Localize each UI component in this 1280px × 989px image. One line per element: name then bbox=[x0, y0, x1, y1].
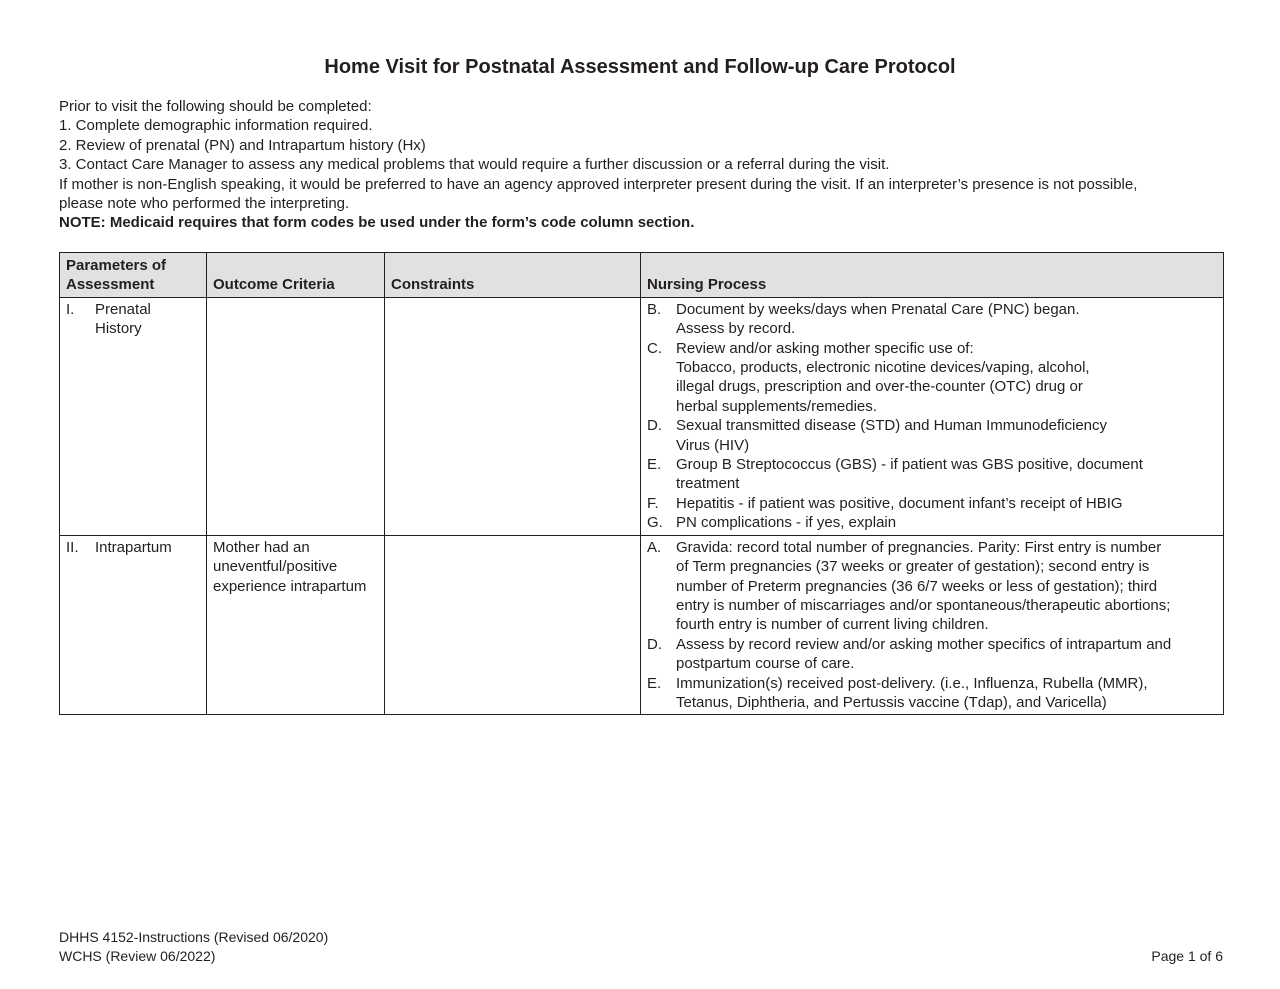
nursing-item bbox=[647, 513, 1217, 532]
parameter-item bbox=[66, 538, 200, 557]
table-row bbox=[60, 297, 1224, 535]
nursing-line: Gravida: record total number of pregnancies. Parity: First entry is number bbox=[676, 538, 1162, 556]
intro-line: Prior to visit the following should be completed: bbox=[59, 98, 372, 115]
intro-instructions bbox=[59, 97, 1239, 233]
intro-line: 3. Contact Care Manager to assess any medical problems that would require a further discussion or a referral during the visit. bbox=[59, 156, 890, 174]
nursing-item-label: B. bbox=[647, 300, 662, 318]
nursing-item-label: D. bbox=[647, 417, 662, 435]
parameter-item bbox=[66, 300, 200, 339]
nursing-item bbox=[647, 538, 1217, 635]
nursing-line: Tetanus, Diphtheria, and Pertussis vaccine (Tdap), and Varicella) bbox=[676, 694, 1107, 712]
table-row bbox=[60, 535, 1224, 714]
nursing-line: Hepatitis - if patient was positive, document infant’s receipt of HBIG bbox=[676, 494, 1123, 512]
nursing-line: postpartum course of care. bbox=[676, 655, 855, 673]
nursing-line: treatment bbox=[676, 475, 740, 493]
nursing-line: Assess by record. bbox=[676, 320, 796, 338]
nursing-line: Assess by record review and/or asking mother specifics of intrapartum and bbox=[676, 635, 1172, 653]
nursing-item-text bbox=[676, 674, 1217, 713]
intro-line: 1. Complete demographic information required. bbox=[59, 117, 373, 135]
cell-outcome bbox=[207, 297, 385, 535]
nursing-item-text bbox=[676, 416, 1217, 455]
intro-line: please note who performed the interpreting. bbox=[59, 195, 350, 213]
nursing-line: herbal supplements/remedies. bbox=[676, 397, 877, 415]
nursing-line: number of Preterm pregnancies (36 6/7 weeks or less of gestation); third bbox=[676, 577, 1158, 595]
intro-line: 2. Review of prenatal (PN) and Intrapartum history (Hx) bbox=[59, 136, 426, 154]
nursing-line: Virus (HIV) bbox=[676, 436, 750, 454]
nursing-line: PN complications - if yes, explain bbox=[676, 514, 897, 532]
cell-parameter bbox=[60, 297, 207, 535]
nursing-item-label: G. bbox=[647, 514, 663, 532]
parameter-roman: I. bbox=[66, 300, 75, 318]
parameter-line: History bbox=[95, 320, 142, 338]
nursing-item bbox=[647, 674, 1217, 713]
parameter-roman: II. bbox=[66, 538, 79, 556]
header-parameters-of-assessment bbox=[60, 253, 207, 298]
nursing-item bbox=[647, 416, 1217, 455]
outcome-line: Mother had an bbox=[213, 538, 310, 556]
nursing-item-label: F. bbox=[647, 494, 659, 512]
nursing-item-text bbox=[676, 635, 1217, 674]
cell-nursing-process bbox=[641, 297, 1224, 535]
header-nursing-process: Nursing Process bbox=[641, 253, 1224, 298]
nursing-line: fourth entry is number of current living children. bbox=[676, 616, 989, 634]
nursing-item-text bbox=[676, 339, 1217, 417]
footer-review: WCHS (Review 06/2022) bbox=[59, 948, 216, 964]
footer-form-id: DHHS 4152-Instructions (Revised 06/2020) bbox=[59, 929, 329, 945]
nursing-item-label: E. bbox=[647, 674, 662, 692]
footer-form-info bbox=[59, 928, 328, 966]
cell-constraints bbox=[385, 297, 641, 535]
intro-line: If mother is non-English speaking, it would be preferred to have an agency approved interpreter present during the visit. If an interpreter’s presence is not possible, bbox=[59, 175, 1138, 193]
table-header-row bbox=[60, 253, 1224, 298]
nursing-line: Tobacco, products, electronic nicotine devices/vaping, alcohol, bbox=[676, 359, 1090, 377]
outcome-text bbox=[213, 538, 378, 596]
nursing-item bbox=[647, 455, 1217, 494]
nursing-line: of Term pregnancies (37 weeks or greater of gestation); second entry is bbox=[676, 558, 1150, 576]
parameter-text bbox=[95, 538, 200, 557]
nursing-item bbox=[647, 339, 1217, 417]
header-text: Parameters of bbox=[66, 257, 167, 274]
nursing-line: Sexual transmitted disease (STD) and Human Immunodeficiency bbox=[676, 417, 1108, 435]
cell-constraints bbox=[385, 535, 641, 714]
header-text: Assessment bbox=[66, 276, 155, 294]
nursing-item-text bbox=[676, 538, 1217, 635]
cell-parameter bbox=[60, 535, 207, 714]
page-number: Page 1 of 6 bbox=[1151, 948, 1223, 964]
nursing-line: Immunization(s) received post-delivery. (i.e., Influenza, Rubella (MMR), bbox=[676, 674, 1148, 692]
nursing-item-label: A. bbox=[647, 538, 662, 556]
protocol-table bbox=[59, 252, 1224, 715]
nursing-item-text bbox=[676, 300, 1217, 339]
nursing-item-label: D. bbox=[647, 635, 662, 653]
medicaid-note: NOTE: Medicaid requires that form codes be used under the form’s code column section. bbox=[59, 214, 695, 232]
header-outcome-criteria: Outcome Criteria bbox=[207, 253, 385, 298]
cell-outcome bbox=[207, 535, 385, 714]
header-constraints: Constraints bbox=[385, 253, 641, 298]
page-title: Home Visit for Postnatal Assessment and Follow-up Care Protocol bbox=[324, 56, 956, 78]
nursing-line: Document by weeks/days when Prenatal Care (PNC) began. bbox=[676, 300, 1080, 318]
parameter-text bbox=[95, 300, 200, 339]
nursing-item bbox=[647, 635, 1217, 674]
nursing-item-label: E. bbox=[647, 456, 662, 474]
nursing-item-text bbox=[676, 455, 1217, 494]
nursing-item bbox=[647, 494, 1217, 513]
nursing-line: Review and/or asking mother specific use of: bbox=[676, 339, 974, 357]
nursing-item-text bbox=[676, 494, 1217, 513]
nursing-item-label: C. bbox=[647, 339, 662, 357]
parameter-line: Prenatal bbox=[95, 300, 151, 318]
outcome-line: uneventful/positive bbox=[213, 558, 338, 576]
nursing-item bbox=[647, 300, 1217, 339]
parameter-line: Intrapartum bbox=[95, 538, 172, 556]
nursing-line: Group B Streptococcus (GBS) - if patient was GBS positive, document bbox=[676, 456, 1143, 474]
outcome-line: experience intrapartum bbox=[213, 577, 367, 595]
nursing-item-text bbox=[676, 513, 1217, 532]
nursing-line: entry is number of miscarriages and/or spontaneous/therapeutic abortions; bbox=[676, 597, 1171, 615]
cell-nursing-process bbox=[641, 535, 1224, 714]
nursing-line: illegal drugs, prescription and over-the-counter (OTC) drug or bbox=[676, 378, 1083, 396]
